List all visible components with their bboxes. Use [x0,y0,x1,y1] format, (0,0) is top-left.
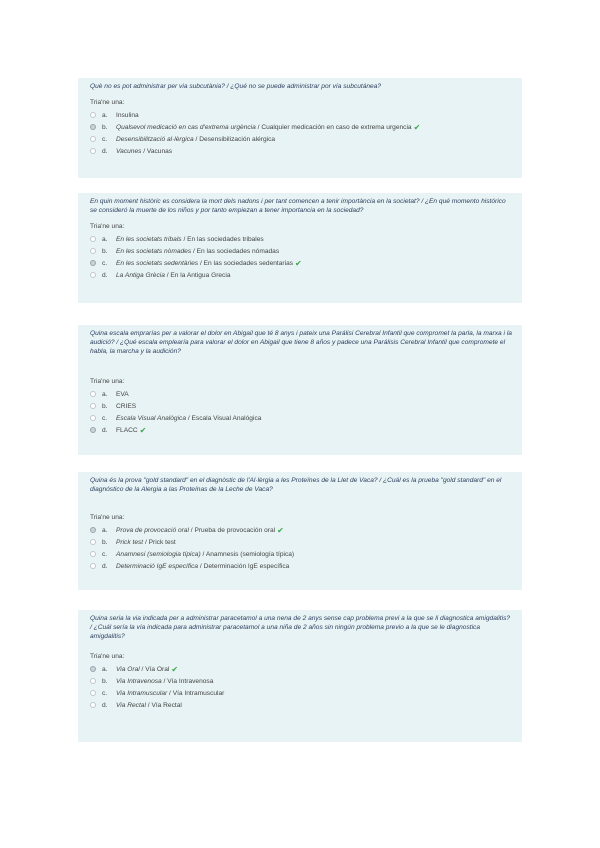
option-text [116,539,176,546]
option-text-catalan: En les societats tribals [116,235,182,243]
option-letter: b. [102,402,108,410]
option-separator: / [186,414,192,422]
option-letter: b. [102,123,108,131]
option-text [116,563,289,570]
question-text: Quina seria la via indicada per a administrar paracetamol a una nena de 2 anys sense cap problema previ a la que se li diagnostica amigdalitis? / ¿Cuál sería la vía indicada para administrar paracetamol a una niña de 2 años sin ningún problema previo a la que se le diagnostica amigdalitis? [90,615,511,640]
option-text [116,527,275,534]
option-text [116,403,136,410]
option-text-catalan: Qualsevol medicació en cas d'extrema urgència [116,123,256,131]
option-text-spanish: Cualquier medicación en caso de extrema urgencia [261,123,412,131]
option-letter: d. [102,147,108,155]
option-letter: c. [102,259,108,267]
choose-one-label: Tria'ne una: [90,514,125,521]
option-text-catalan: Anamnesi (semiologia típica) [116,550,201,558]
radio-button[interactable] [90,702,96,708]
answer-option[interactable] [90,400,512,412]
option-text-catalan: Prick test [116,538,144,546]
option-letter: b. [102,677,108,685]
answer-option[interactable] [90,675,512,687]
question-card-3 [78,325,522,455]
option-letter: d. [102,701,108,709]
radio-button[interactable] [90,666,96,672]
radio-button[interactable] [90,248,96,254]
option-text-catalan: Determinació IgE específica [116,562,199,570]
option-letter: a. [102,526,108,534]
option-text [116,248,279,255]
answer-option[interactable] [90,548,512,560]
option-text-catalan: CRIES [116,402,137,410]
choose-one-label: Tria'ne una: [90,378,125,385]
option-text-spanish: Desensibilización alérgica [199,135,276,143]
option-text-catalan: Vacunes [116,147,142,155]
option-text [116,415,261,422]
answer-option[interactable] [90,412,512,424]
radio-button[interactable] [90,563,96,569]
option-separator: / [188,526,195,534]
question-card-2 [78,193,522,303]
option-text-spanish: Vía Intravenosa [167,677,214,685]
choose-one-label: Tria'ne una: [90,653,125,660]
option-text-spanish: Vía Oral [145,665,170,673]
answer-option[interactable] [90,121,512,133]
answer-option[interactable] [90,257,512,269]
correct-check-icon: ✔ [413,122,421,132]
radio-button[interactable] [90,272,96,278]
radio-button[interactable] [90,678,96,684]
option-letter: d. [102,426,108,434]
answer-option[interactable] [90,269,512,281]
option-text-catalan: En les societats nòmades [116,247,192,255]
option-text-catalan: Via Oral [116,665,140,673]
answer-option[interactable] [90,687,512,699]
option-text [116,136,275,143]
option-text [116,690,224,697]
correct-check-icon: ✔ [295,258,302,268]
answer-option[interactable] [90,699,512,711]
option-text-catalan: La Antiga Grècia [116,271,165,279]
option-separator: / [198,259,204,267]
option-separator: / [200,550,206,558]
radio-button[interactable] [90,236,96,242]
question-text: Quina escala emprarías per a valorar el dolor en Abigail que té 8 anys i pateix una Parálisi Cerebral Infantil que compromet la parla, la marxa i la audició? / ¿Qué escala emplearía para valorar el dolor en Abigail que tiene 8 años y padece una Parálisis Cerebral Infantil que compromete el habla, la marcha y la audición? [90,330,512,355]
option-separator: / [139,665,146,673]
question-card-5 [78,610,522,742]
option-separator: / [193,135,200,143]
option-text-spanish: En las sociedades nómadas [196,247,280,255]
option-text-spanish: Prick test [148,538,176,546]
option-text [116,666,169,673]
option-separator: / [181,235,188,243]
radio-button[interactable] [90,136,96,142]
option-text-spanish: En las sociedades tribales [187,235,264,243]
answer-option[interactable] [90,388,512,400]
option-text-spanish: Prueba de provocación oral [194,526,276,534]
correct-check-icon: ✔ [277,525,284,535]
option-letter: b. [102,247,108,255]
question-text: Quina és la prova "gold standard" en el diagnòstic de l'Al·lèrgia a les Proteïnes de la Llet de Vaca? / ¿Cuál es la prueba "gold standard" en el diagnóstico de la Alergia a las Proteínas de la Leche de Vaca? [90,477,502,493]
option-text [116,678,213,685]
option-text [116,236,264,243]
option-text [116,551,294,558]
answer-option[interactable] [90,560,512,572]
option-text-catalan: Escala Visual Analògica [116,414,187,422]
option-text-catalan: Desensibilització al·lèrgica [116,135,194,143]
option-text-spanish: En la Antigua Grecia [170,271,231,279]
radio-button[interactable] [90,527,96,533]
answer-option[interactable] [90,524,512,536]
question-text: Què no es pot administrar per via subcutània? / ¿Qué no se puede administrar por vía subcutánea? [90,83,382,90]
option-text-spanish: Escala Visual Analógica [191,414,262,422]
option-text-spanish: Determinación IgE específica [203,562,290,570]
question-card-1 [78,78,522,178]
radio-button[interactable] [90,415,96,421]
radio-button[interactable] [90,690,96,696]
option-text [116,148,172,155]
radio-button[interactable] [90,551,96,557]
option-separator: / [143,538,149,546]
option-letter: c. [102,414,108,422]
option-text [116,260,293,267]
question-text: En quin moment històric es considera la mort dels nadons i per tant comencen a tenir importància en la societat? / ¿En qué momento histórico se consideró la muerte de los niños y por tanto empiezan a tener importancia en la sociedad? [90,198,506,214]
option-separator: / [161,677,168,685]
radio-button[interactable] [90,403,96,409]
option-separator: / [255,123,262,131]
answer-option[interactable] [90,133,512,145]
option-letter: d. [102,271,108,279]
question-card-4 [78,472,522,590]
option-text-catalan: Via Intravenosa [116,677,162,685]
option-text-spanish: Vía Intramuscular [172,689,225,697]
radio-button[interactable] [90,124,96,130]
option-text [116,124,412,131]
radio-button[interactable] [90,391,96,397]
option-separator: / [167,689,173,697]
option-separator: / [198,562,204,570]
option-text [116,272,231,279]
radio-button[interactable] [90,260,96,266]
option-text-catalan: Via Intramuscular [116,689,168,697]
option-text-catalan: EVA [116,390,129,398]
option-letter: c. [102,689,108,697]
answer-option[interactable] [90,424,512,436]
radio-button[interactable] [90,539,96,545]
option-letter: a. [102,665,108,673]
option-letter: c. [102,550,108,558]
radio-button[interactable] [90,148,96,154]
answer-option[interactable] [90,145,512,157]
option-letter: a. [102,235,108,243]
option-text [116,391,129,398]
option-separator: / [191,247,197,255]
option-text-catalan: Prova de provocació oral [116,526,189,534]
option-text-spanish: En las sociedades sedentarias [203,259,294,267]
option-separator: / [164,271,171,279]
answer-option[interactable] [90,245,512,257]
option-separator: / [141,147,147,155]
option-letter: a. [102,111,108,119]
answer-option[interactable] [90,233,512,245]
answer-option[interactable] [90,109,512,121]
correct-check-icon: ✔ [171,664,179,674]
option-text-spanish: Anamnesis (semiología típica) [205,550,295,558]
radio-button[interactable] [90,112,96,118]
option-separator: / [145,701,152,709]
answer-option[interactable] [90,663,512,675]
option-letter: c. [102,135,108,143]
option-text-spanish: Vacunas [146,147,173,155]
option-letter: d. [102,562,108,570]
answer-option[interactable] [90,536,512,548]
option-letter: a. [102,390,108,398]
option-letter: b. [102,538,108,546]
choose-one-label: Tria'ne una: [90,223,125,230]
option-text-catalan: Via Rectal [116,701,146,709]
option-text [116,427,138,434]
option-text-catalan: FLACC [116,426,138,434]
option-text-catalan: En les societats sedentàries [116,259,199,267]
option-text-spanish: Vía Rectal [151,701,182,709]
option-text [116,702,182,709]
correct-check-icon: ✔ [139,425,147,435]
option-text [116,112,139,119]
choose-one-label: Tria'ne una: [90,99,125,106]
radio-button[interactable] [90,427,96,433]
option-text-catalan: Insulina [116,111,139,119]
